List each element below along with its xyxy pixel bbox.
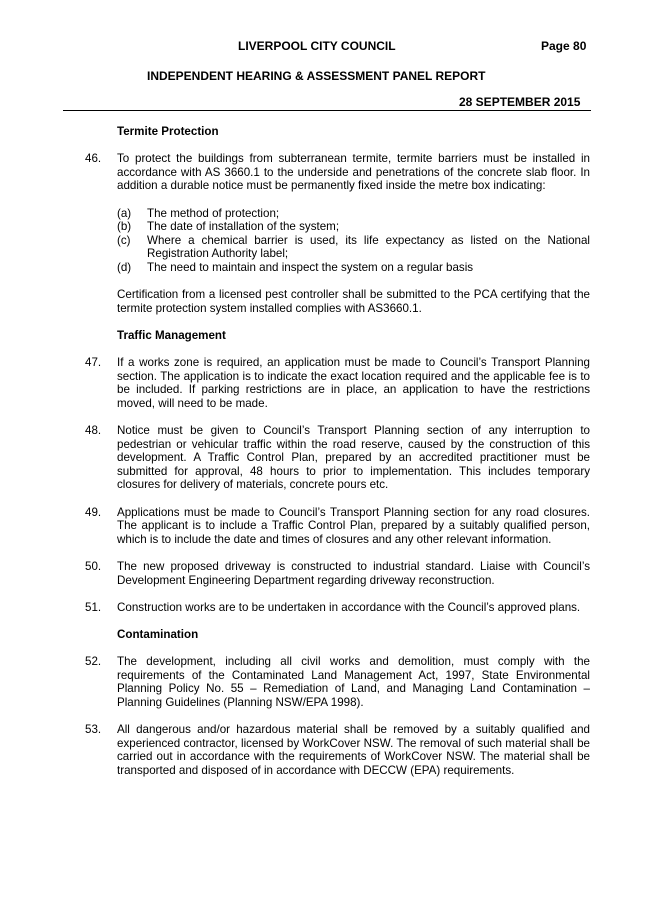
sub-item-label: (c) — [117, 233, 131, 247]
sub-item-text: The need to maintain and inspect the system on a regular basis — [147, 260, 474, 274]
condition-text: Applications must be made to Council’s Transport Planning section for any road closures. The applicant is to include a Traffic Control Plan, prepared by a suitably qualified person, which is to include the date and times of closures and any other relevant information. — [117, 505, 590, 546]
sub-item-label: (a) — [117, 206, 132, 220]
sub-item-label: (d) — [117, 260, 132, 274]
condition-text: The development, including all civil works and demolition, must comply with the requirements of the Contaminated Land Management Act, 1997, State Environmental Planning Policy No. 55 – Remediation of Land, and Managing Land Contamination – Planning Guidelines (Planning NSW/EPA 1998). — [117, 655, 590, 709]
header-divider — [63, 110, 591, 111]
condition-48 — [85, 424, 590, 492]
condition-number: 49. — [85, 505, 102, 519]
condition-49 — [85, 506, 590, 547]
condition-text: All dangerous and/or hazardous material shall be removed by a suitably qualified and experienced contractor, licensed by WorkCover NSW. The removal of such material shall be carried out in accordance with the requirements of WorkCover NSW. The material shall be transported and disposed of in accordance with DECCW (EPA) requirements. — [117, 723, 590, 777]
sub-item-label: (b) — [117, 220, 132, 234]
condition-number: 48. — [85, 424, 102, 438]
condition-number: 51. — [85, 600, 102, 614]
condition-number: 47. — [85, 356, 102, 370]
sub-item-text: The date of installation of the system; — [147, 220, 340, 234]
condition-52 — [85, 655, 590, 709]
condition-number: 50. — [85, 560, 102, 573]
condition-text: Certification from a licensed pest controller shall be submitted to the PCA certifying that the termite protection system installed complies with AS3660.1. — [117, 288, 590, 315]
condition-text: Notice must be given to Council’s Transport Planning section of any interruption to pedestrian or vehicular traffic within the road reserve, caused by the construction of this development. A Traffic Control Plan, prepared by an accredited practitioner must be submitted for approval, 48 hours to prior to implementation. This includes temporary closures for delivery of materials, concrete pours etc. — [117, 424, 590, 492]
sub-item — [117, 261, 590, 275]
condition-46 — [85, 152, 590, 315]
condition-number: 52. — [85, 655, 102, 669]
condition-number: 53. — [85, 723, 102, 737]
page-number: Page 80 — [541, 39, 587, 53]
condition-50 — [85, 560, 590, 587]
report-date: 28 SEPTEMBER 2015 — [459, 95, 581, 109]
sub-item — [117, 220, 590, 234]
sub-item-text: The method of protection; — [147, 206, 280, 220]
condition-number: 46. — [85, 152, 102, 166]
sub-item-text: Where a chemical barrier is used, its life expectancy as listed on the National Registration Authority label; — [147, 233, 590, 261]
condition-text: The new proposed driveway is constructed to industrial standard. Liaise with Council’s Development Engineering Department regarding driveway reconstruction. — [117, 560, 590, 587]
sub-item — [117, 207, 590, 221]
council-name: LIVERPOOL CITY COUNCIL — [238, 39, 396, 53]
condition-47 — [85, 356, 590, 410]
condition-51 — [85, 601, 590, 615]
document-body — [85, 125, 590, 778]
section-heading-contamination: Contamination — [117, 627, 199, 641]
section-heading-traffic: Traffic Management — [117, 328, 226, 342]
condition-text: If a works zone is required, an application must be made to Council’s Transport Planning section. The application is to indicate the exact location required and the applicable fee is to be included. If parking restrictions are in place, an application to have the restrictions moved, will need to be made. — [117, 356, 590, 410]
condition-text: Construction works are to be undertaken in accordance with the Council’s approved plans. — [117, 600, 581, 614]
condition-text: To protect the buildings from subterranean termite, termite barriers must be installed in accordance with AS 3660.1 to the underside and penetrations of the concrete slab floor. In addition a durable notice must be permanently fixed inside the metre box indicating: — [117, 152, 590, 193]
report-title: INDEPENDENT HEARING & ASSESSMENT PANEL REPORT — [147, 69, 486, 83]
condition-53 — [85, 723, 590, 777]
section-heading-termite: Termite Protection — [117, 125, 219, 138]
sub-item — [117, 234, 590, 261]
